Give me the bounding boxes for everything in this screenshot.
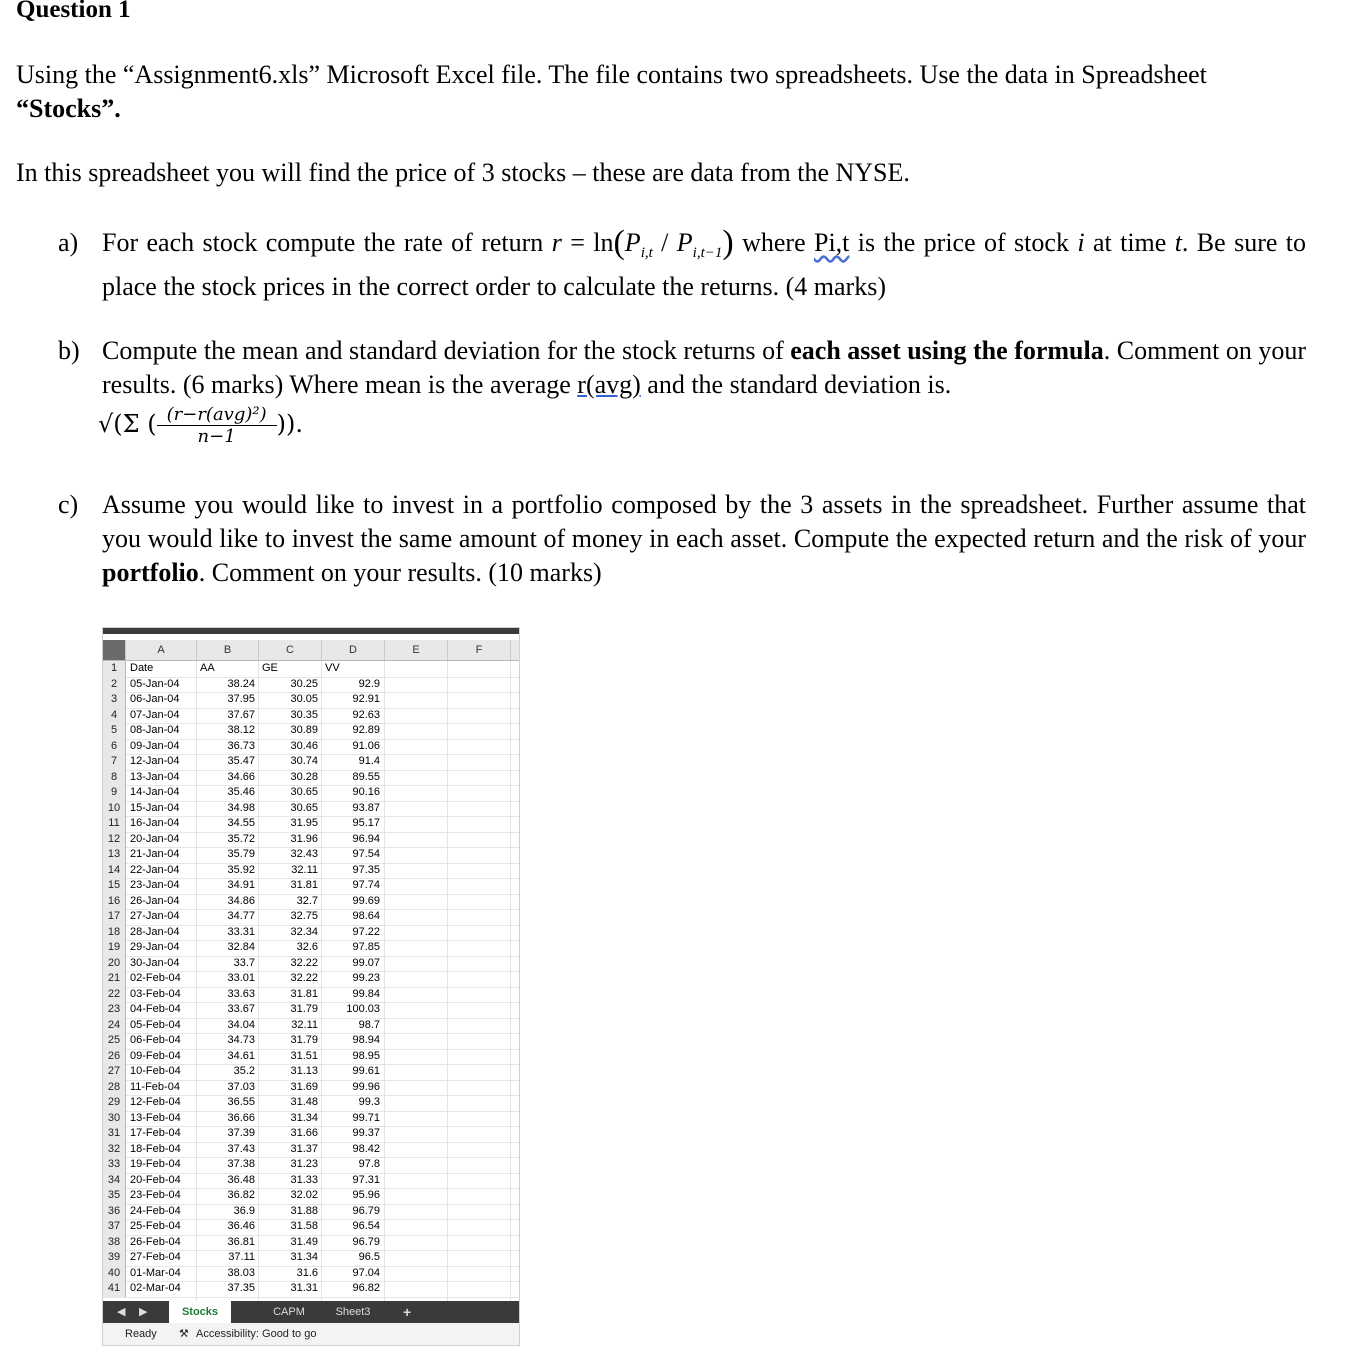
row-number[interactable]: 20 (103, 956, 126, 972)
cell[interactable]: 06-Feb-04 (130, 1034, 181, 1046)
row-number[interactable]: 8 (103, 770, 126, 786)
cell[interactable]: 37.35 (227, 1282, 255, 1294)
table-row[interactable] (103, 940, 519, 957)
cell[interactable]: 96.54 (352, 1220, 380, 1232)
cell[interactable]: 36.55 (227, 1096, 255, 1108)
cell[interactable]: 34.77 (227, 910, 255, 922)
cell[interactable]: 96.94 (352, 832, 380, 845)
cell[interactable]: 20-Feb-04 (130, 1173, 181, 1186)
cell[interactable]: 32.11 (291, 863, 318, 876)
cell[interactable]: 33.67 (227, 1003, 255, 1015)
cell[interactable]: 36.48 (227, 1173, 255, 1186)
cell[interactable]: 99.84 (352, 987, 380, 1000)
row-number[interactable]: 39 (103, 1250, 126, 1266)
cell[interactable]: 98.94 (352, 1034, 380, 1046)
table-row[interactable] (103, 1142, 519, 1159)
cell[interactable]: GE (262, 662, 278, 674)
cell[interactable]: 97.74 (352, 879, 380, 891)
cell[interactable]: 36.66 (227, 1111, 255, 1124)
cell[interactable]: 35.72 (227, 832, 255, 845)
cell[interactable]: 05-Jan-04 (130, 677, 180, 690)
cell[interactable]: 37.38 (227, 1158, 255, 1170)
cell[interactable]: 31.95 (290, 817, 318, 829)
cell[interactable]: 23-Jan-04 (130, 879, 180, 891)
row-number[interactable]: 24 (103, 1018, 126, 1034)
table-row[interactable] (103, 1126, 519, 1143)
table-row[interactable] (103, 1188, 519, 1205)
cell[interactable]: 13-Jan-04 (130, 770, 180, 783)
cell[interactable]: 04-Feb-04 (130, 1003, 181, 1015)
cell[interactable]: 97.35 (352, 863, 380, 876)
add-sheet-button[interactable]: + (403, 1304, 412, 1320)
row-number[interactable]: 9 (103, 785, 126, 801)
cell[interactable]: 09-Feb-04 (130, 1049, 181, 1062)
cell[interactable]: 89.55 (352, 770, 380, 783)
row-number[interactable]: 35 (103, 1188, 126, 1204)
page-title: Question 1 (16, 0, 131, 23)
cell[interactable]: 97.85 (352, 941, 380, 953)
cell[interactable]: 34.04 (227, 1018, 255, 1031)
cell[interactable]: 31.34 (290, 1251, 318, 1263)
cell[interactable]: 95.17 (352, 817, 380, 829)
cell[interactable]: 97.04 (352, 1266, 380, 1279)
cell[interactable]: 35.92 (227, 863, 255, 876)
row-number[interactable]: 13 (103, 847, 126, 863)
table-row[interactable] (103, 785, 519, 802)
tab-scroll-right-icon[interactable]: ▶ (139, 1306, 148, 1318)
cell[interactable]: 32.34 (290, 925, 318, 938)
cell[interactable]: 31.33 (290, 1173, 318, 1186)
cell[interactable]: 26-Jan-04 (130, 894, 180, 907)
cell[interactable]: 36.82 (227, 1189, 255, 1201)
row-number[interactable]: 5 (103, 723, 126, 739)
column-header-b[interactable]: B (197, 640, 259, 660)
cell[interactable]: 15-Jan-04 (130, 801, 180, 814)
cell[interactable]: 25-Feb-04 (130, 1220, 181, 1232)
row-number[interactable]: 28 (103, 1080, 126, 1096)
cell[interactable]: 03-Feb-04 (130, 987, 181, 1000)
cell[interactable]: 30.65 (290, 801, 318, 814)
cell[interactable]: 26-Feb-04 (130, 1235, 181, 1248)
table-row[interactable] (103, 847, 519, 864)
cell[interactable]: 22-Jan-04 (130, 863, 180, 876)
toolbar-edge (103, 628, 519, 634)
cell[interactable]: 37.03 (227, 1080, 255, 1093)
cell[interactable]: 31.6 (296, 1266, 318, 1279)
cell[interactable]: 96.79 (352, 1204, 380, 1217)
cell[interactable]: 31.96 (290, 832, 318, 845)
cell[interactable]: 27-Feb-04 (130, 1251, 181, 1263)
column-header-f[interactable]: F (448, 640, 511, 660)
table-row[interactable] (103, 754, 519, 771)
row-number[interactable]: 4 (103, 708, 126, 724)
cell[interactable]: 35.79 (227, 848, 255, 860)
cell[interactable]: 30.89 (290, 724, 318, 736)
table-row[interactable] (103, 1018, 519, 1035)
cell[interactable]: 90.16 (352, 786, 380, 798)
cell[interactable]: 30-Jan-04 (130, 956, 180, 969)
cell[interactable]: 99.23 (352, 972, 380, 984)
row-number[interactable]: 31 (103, 1126, 126, 1142)
row-number[interactable]: 17 (103, 909, 126, 925)
cell[interactable]: 32.84 (227, 941, 255, 953)
cell[interactable]: 37.11 (228, 1251, 255, 1263)
cell[interactable]: 92.9 (358, 677, 380, 690)
cell[interactable]: 31.48 (290, 1096, 318, 1108)
cell[interactable]: 07-Jan-04 (130, 708, 180, 721)
column-header-a[interactable]: A (126, 640, 197, 660)
cell[interactable]: 33.31 (227, 925, 255, 938)
cell[interactable]: 31.23 (290, 1158, 318, 1170)
row-number[interactable]: 40 (103, 1266, 126, 1282)
status-bar (103, 1323, 519, 1345)
table-row[interactable] (103, 863, 519, 880)
table-row[interactable] (103, 801, 519, 818)
cell[interactable]: 34.86 (227, 894, 255, 907)
cell[interactable]: 32.02 (290, 1189, 318, 1201)
cell[interactable]: 32.43 (290, 848, 318, 860)
cell[interactable]: 38.24 (227, 677, 255, 690)
table-row[interactable] (103, 894, 519, 911)
cell[interactable]: 32.22 (290, 956, 318, 969)
table-row[interactable] (103, 739, 519, 756)
cell[interactable]: 37.95 (227, 693, 255, 705)
status-ready: Ready (125, 1328, 157, 1340)
row-number[interactable]: 37 (103, 1219, 126, 1235)
cell[interactable]: 99.37 (352, 1127, 380, 1139)
row-number[interactable]: 16 (103, 894, 126, 910)
row-number[interactable]: 38 (103, 1235, 126, 1251)
cell[interactable]: 99.3 (358, 1096, 380, 1108)
cell[interactable]: 21-Jan-04 (130, 848, 180, 860)
row-number[interactable]: 15 (103, 878, 126, 894)
cell[interactable]: 96.82 (352, 1282, 380, 1294)
select-all-corner[interactable] (103, 640, 126, 660)
cell[interactable]: 32.75 (290, 910, 318, 922)
cell[interactable]: 24-Feb-04 (130, 1204, 181, 1217)
cell[interactable]: 31.34 (290, 1111, 318, 1124)
cell[interactable]: 34.61 (227, 1049, 255, 1062)
cell[interactable]: 30.35 (290, 708, 318, 721)
table-row[interactable] (103, 1235, 519, 1252)
cell[interactable]: 09-Jan-04 (130, 739, 180, 752)
table-row[interactable] (103, 987, 519, 1004)
cell[interactable]: 92.89 (352, 724, 380, 736)
row-number[interactable]: 41 (103, 1281, 126, 1297)
column-header-c[interactable]: C (259, 640, 322, 660)
cell[interactable]: 23-Feb-04 (130, 1189, 181, 1201)
cell[interactable]: 27-Jan-04 (130, 910, 180, 922)
cell[interactable]: 35.47 (227, 755, 255, 767)
row-number[interactable]: 22 (103, 987, 126, 1003)
cell[interactable]: 35.46 (227, 786, 255, 798)
cell[interactable]: 34.98 (227, 801, 255, 814)
table-row[interactable] (103, 661, 519, 678)
row-number[interactable]: 23 (103, 1002, 126, 1018)
cell[interactable]: 97.54 (352, 848, 380, 860)
cell[interactable]: 17-Feb-04 (130, 1127, 181, 1139)
cell[interactable]: 16-Jan-04 (130, 817, 180, 829)
table-row[interactable] (103, 1173, 519, 1190)
table-row[interactable] (103, 1002, 519, 1019)
row-number[interactable]: 12 (103, 832, 126, 848)
cell[interactable]: 91.4 (358, 755, 380, 767)
column-header-row (103, 640, 519, 661)
cell[interactable]: 19-Feb-04 (130, 1158, 181, 1170)
cell[interactable]: VV (325, 662, 340, 674)
cell[interactable]: 33.01 (227, 972, 255, 984)
table-row[interactable] (103, 1157, 519, 1174)
cell[interactable]: 98.7 (358, 1018, 380, 1031)
std-dev-formula: √(Σ ( $\frac{\text{(r−r(avg)²)}}{n-1}$ )). (98, 404, 303, 447)
cell[interactable]: 99.71 (352, 1111, 380, 1124)
table-row[interactable] (103, 1049, 519, 1066)
cell[interactable]: 36.73 (227, 739, 255, 752)
cell[interactable]: 18-Feb-04 (130, 1142, 181, 1155)
row-number[interactable]: 11 (103, 816, 126, 832)
cell[interactable]: 99.07 (352, 956, 380, 969)
cell[interactable]: 37.67 (227, 708, 255, 721)
cell[interactable]: 37.39 (227, 1127, 255, 1139)
cell[interactable]: 34.66 (227, 770, 255, 783)
cell[interactable]: 31.51 (290, 1049, 318, 1062)
row-number[interactable]: 10 (103, 801, 126, 817)
cell[interactable]: 31.66 (290, 1127, 318, 1139)
row-number[interactable]: 33 (103, 1157, 126, 1173)
cell[interactable]: 34.73 (227, 1034, 255, 1046)
table-row[interactable] (103, 770, 519, 787)
table-row[interactable] (103, 1111, 519, 1128)
cell[interactable]: 36.9 (233, 1204, 255, 1217)
column-header-e[interactable]: E (385, 640, 448, 660)
cell[interactable]: 38.12 (227, 724, 255, 736)
cell[interactable]: 31.81 (290, 987, 318, 1000)
cell[interactable]: 97.31 (352, 1173, 380, 1186)
cell[interactable]: 91.06 (352, 739, 380, 752)
cell[interactable]: 31.88 (290, 1204, 318, 1217)
cell[interactable]: 38.03 (227, 1266, 255, 1279)
cell[interactable]: AA (200, 662, 215, 674)
cell[interactable]: 97.22 (352, 925, 380, 938)
row-number[interactable]: 18 (103, 925, 126, 941)
cell[interactable]: 98.95 (352, 1049, 380, 1062)
table-row[interactable] (103, 692, 519, 709)
table-row[interactable] (103, 1033, 519, 1050)
row-number[interactable]: 32 (103, 1142, 126, 1158)
table-row[interactable] (103, 878, 519, 895)
table-row[interactable] (103, 925, 519, 942)
cell[interactable]: 11-Feb-04 (130, 1080, 180, 1093)
cell[interactable]: 30.05 (290, 693, 318, 705)
table-row[interactable] (103, 677, 519, 694)
table-row[interactable] (103, 1064, 519, 1081)
row-number[interactable]: 6 (103, 739, 126, 755)
row-number[interactable]: 26 (103, 1049, 126, 1065)
table-row[interactable] (103, 971, 519, 988)
cell[interactable]: 13-Feb-04 (130, 1111, 181, 1124)
cell[interactable]: 31.81 (290, 879, 318, 891)
cell[interactable]: 99.96 (352, 1080, 380, 1093)
table-row[interactable] (103, 1080, 519, 1097)
cell[interactable]: 35.2 (233, 1065, 255, 1077)
cell[interactable]: 31.37 (290, 1142, 318, 1155)
cell[interactable]: 01-Mar-04 (130, 1266, 181, 1279)
cell[interactable]: 99.69 (352, 894, 380, 907)
cell[interactable]: 34.55 (227, 817, 255, 829)
table-row[interactable] (103, 708, 519, 725)
row-number[interactable]: 36 (103, 1204, 126, 1220)
cell[interactable]: 96.5 (358, 1251, 380, 1263)
cell[interactable]: 33.63 (227, 987, 255, 1000)
column-header-d[interactable]: D (322, 640, 385, 660)
cell[interactable]: 31.49 (290, 1235, 318, 1248)
table-row[interactable] (103, 1095, 519, 1112)
row-number[interactable]: 30 (103, 1111, 126, 1127)
cell[interactable]: 30.25 (290, 677, 318, 690)
table-row[interactable] (103, 832, 519, 849)
row-number[interactable]: 19 (103, 940, 126, 956)
cell[interactable]: 98.64 (352, 910, 380, 922)
accessibility-icon[interactable]: ⚒ (179, 1328, 189, 1340)
cell[interactable]: 30.46 (290, 739, 318, 752)
table-row[interactable] (103, 723, 519, 740)
spreadsheet-screenshot (102, 627, 520, 1346)
table-row[interactable] (103, 1266, 519, 1283)
cell[interactable]: 30.28 (290, 770, 318, 783)
cell[interactable]: 31.69 (290, 1080, 318, 1093)
row-number[interactable]: 27 (103, 1064, 126, 1080)
table-row[interactable] (103, 1219, 519, 1236)
cell[interactable]: 92.91 (352, 693, 380, 705)
cell[interactable]: 30.74 (290, 755, 318, 767)
cell[interactable]: 97.8 (358, 1158, 380, 1170)
cell[interactable]: 99.61 (352, 1065, 380, 1077)
cell[interactable]: 98.42 (352, 1142, 380, 1155)
cell[interactable]: Date (130, 662, 154, 674)
cell[interactable]: 31.13 (290, 1065, 318, 1077)
cell[interactable]: 92.63 (352, 708, 380, 721)
cell[interactable]: 05-Feb-04 (130, 1018, 181, 1031)
intro-paragraph: Using the “Assignment6.xls” Microsoft Excel file. The file contains two spreadsheets. Use the data in Spreadsheet “Stocks”. (16, 60, 1207, 123)
tab-capm[interactable]: CAPM (273, 1306, 305, 1318)
cell[interactable]: 31.58 (290, 1220, 318, 1232)
cell[interactable]: 37.43 (227, 1142, 255, 1155)
cell[interactable]: 32.7 (296, 894, 318, 907)
row-number[interactable]: 21 (103, 971, 126, 987)
table-row[interactable] (103, 816, 519, 833)
cell[interactable]: 36.46 (227, 1220, 255, 1232)
cell[interactable]: 33.7 (233, 956, 255, 969)
cell[interactable]: 12-Jan-04 (130, 755, 180, 767)
cell[interactable]: 29-Jan-04 (130, 941, 180, 953)
cell[interactable]: 02-Mar-04 (130, 1282, 181, 1294)
tab-sheet3[interactable]: Sheet3 (335, 1306, 371, 1318)
cell[interactable]: 02-Feb-04 (130, 972, 181, 984)
cell[interactable]: 100.03 (346, 1003, 380, 1015)
cell[interactable]: 31.31 (290, 1282, 318, 1294)
table-row[interactable] (103, 1204, 519, 1221)
row-number[interactable]: 29 (103, 1095, 126, 1111)
status-accessibility[interactable]: Accessibility: Good to go (196, 1328, 317, 1340)
table-row[interactable] (103, 1250, 519, 1267)
row-number[interactable]: 1 (103, 661, 126, 677)
cell[interactable]: 08-Jan-04 (130, 724, 180, 736)
tab-scroll-left-icon[interactable]: ◀ (117, 1306, 126, 1318)
cell[interactable]: 95.96 (352, 1189, 380, 1201)
cell[interactable]: 30.65 (290, 786, 318, 798)
cell[interactable]: 31.79 (290, 1003, 318, 1015)
cell[interactable]: 36.81 (227, 1235, 255, 1248)
cell[interactable]: 28-Jan-04 (130, 925, 180, 938)
row-number[interactable]: 7 (103, 754, 126, 770)
table-row[interactable] (103, 909, 519, 926)
intro-paragraph-2: In this spreadsheet you will find the price of 3 stocks – these are data from the NYSE. (16, 158, 910, 187)
cell[interactable]: 31.79 (290, 1034, 318, 1046)
cell[interactable]: 32.6 (296, 941, 318, 953)
cell[interactable]: 14-Jan-04 (130, 786, 180, 798)
row-number[interactable]: 3 (103, 692, 126, 708)
cell[interactable]: 34.91 (227, 879, 255, 891)
row-number[interactable]: 25 (103, 1033, 126, 1049)
cell[interactable]: 12-Feb-04 (130, 1096, 181, 1108)
cell[interactable]: 32.11 (291, 1018, 318, 1031)
table-row[interactable] (103, 1281, 519, 1298)
cell[interactable]: 10-Feb-04 (130, 1065, 181, 1077)
row-number[interactable]: 2 (103, 677, 126, 693)
row-number[interactable]: 34 (103, 1173, 126, 1189)
row-number[interactable]: 14 (103, 863, 126, 879)
cell[interactable]: 32.22 (290, 972, 318, 984)
cell[interactable]: 93.87 (352, 801, 380, 814)
sheet-tab-bar (103, 1301, 519, 1323)
cell[interactable]: 20-Jan-04 (130, 832, 180, 845)
table-row[interactable] (103, 956, 519, 973)
tab-stocks[interactable]: Stocks (169, 1301, 231, 1323)
cell[interactable]: 06-Jan-04 (130, 693, 180, 705)
cell[interactable]: 96.79 (352, 1235, 380, 1248)
